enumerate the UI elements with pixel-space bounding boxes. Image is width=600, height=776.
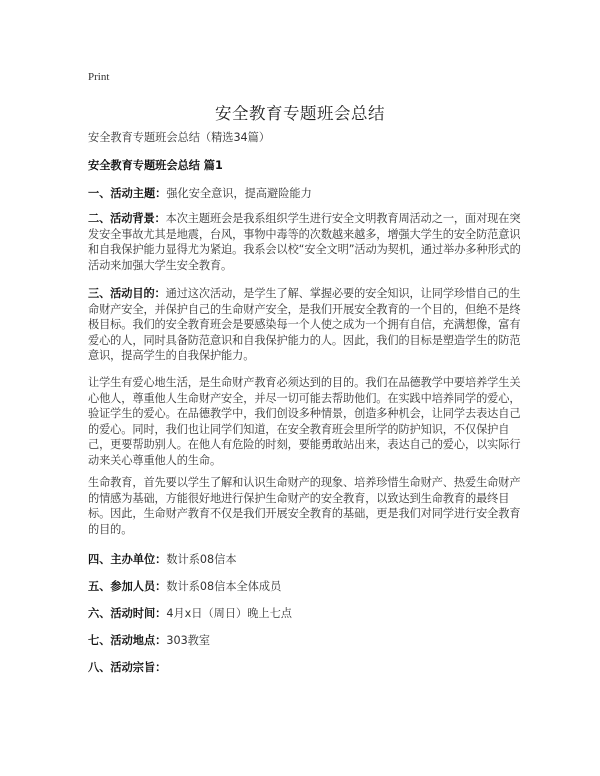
item-text: 强化安全意识，提高避险能力	[166, 187, 312, 200]
print-label: Print	[88, 71, 110, 83]
item-label: 一、活动主题：	[88, 187, 167, 200]
paragraph: 生命教育，首先要以学生了解和认识生命财产的现象、培养珍惜生命财产、热爱生命财产的情感为基础，方能很好地进行保护生命财产的安全教育，以致达到生命教育的最终目标。因此，生命财产教育不仅是我们开展安全教育的基础，更是我们对同学进行安全教育的目的。	[88, 476, 521, 536]
detail-label: 五、参加人员：	[88, 580, 167, 593]
detail-text: 4月x日（周日）晚上七点	[166, 607, 292, 620]
detail-label: 八、活动宗旨：	[88, 661, 167, 674]
detail-purpose	[88, 660, 528, 676]
item-activity-background	[88, 211, 528, 273]
item-text: 本次主题班会是我系组织学生进行安全文明教育周活动之一，面对现在突发安全事故尤其是地震，台风，事物中毒等的次数越来越多，增强大学生的安全防范意识和自我保护能力显得尤为紧迫。我系会以校“安全文明”活动为契机，通过举办多种形式的活动来加强大学生安全教育。	[88, 212, 521, 272]
document-title: 安全教育专题班会总结	[215, 104, 385, 123]
detail-participants	[88, 579, 528, 595]
item-text: 通过这次活动，是学生了解、掌握必要的安全知识，让同学珍惜自己的生命财产安全，并保护自己的生命财产安全，是我们开展安全教育的一个目的，但绝不是终极目标。我们的安全教育班会是要感染每一个人使之成为一个拥有自信，充满想像，富有爱心的人，同时具备防范意识和自我保护能力的人。因此，我们的目标是塑造学生的防范意识，提高学生的自我保护能力。	[88, 287, 521, 363]
item-label: 三、活动目的：	[88, 287, 166, 300]
item-label: 二、活动背景：	[88, 212, 166, 225]
detail-label: 四、主办单位：	[88, 553, 167, 566]
detail-label: 六、活动时间：	[88, 607, 167, 620]
section-heading: 安全教育专题班会总结 篇1	[88, 159, 223, 172]
detail-location	[88, 633, 528, 649]
document-subtitle: 安全教育专题班会总结（精选34篇）	[88, 131, 271, 144]
item-activity-purpose	[88, 286, 528, 364]
item-activity-theme	[88, 186, 528, 202]
detail-label: 七、活动地点：	[88, 634, 167, 647]
detail-organizer	[88, 552, 528, 568]
detail-text: 数计系08信本全体成员	[166, 580, 282, 593]
paragraph: 让学生有爱心地生活，是生命财产教育必须达到的目的。我们在品德教学中要培养学生关心他人，尊重他人生命财产安全，并尽一切可能去帮助他们。在实践中培养同学的爱心，验证学生的爱心。在品德教学中，我们创设多种情景，创造多种机会，让同学去表达自己的爱心。同时，我们也让同学们知道，在安全教育班会里所学的防护知识，不仅保护自己，更要帮助别人。在他人有危险的时刻，要能勇敢站出来，表达自己的爱心，以实际行动来关心尊重他人的生命。	[88, 376, 521, 467]
detail-text: 303教室	[166, 634, 211, 647]
detail-time	[88, 606, 528, 622]
detail-text: 数计系08信本	[166, 553, 237, 566]
